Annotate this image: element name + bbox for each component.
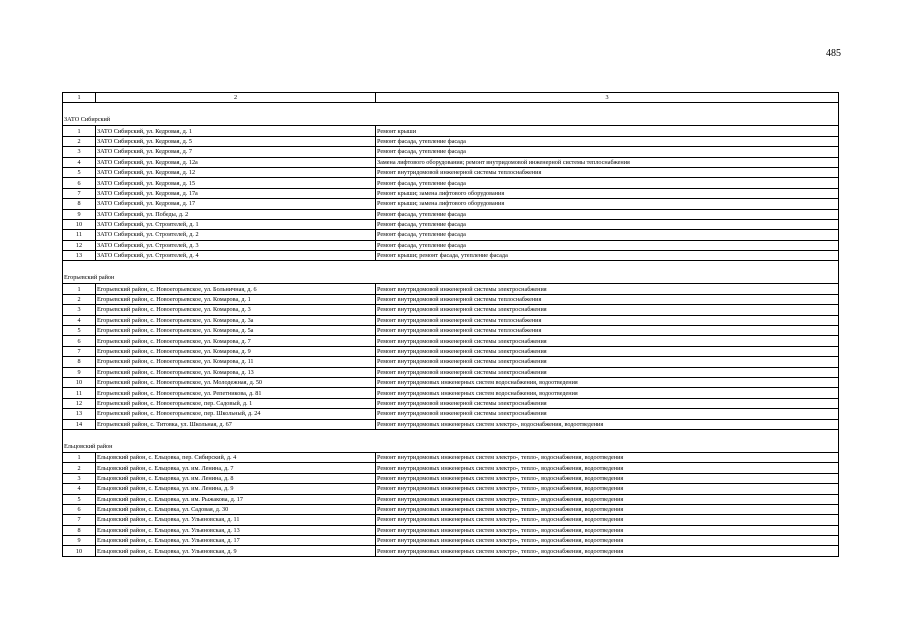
row-work-type: Ремонт фасада, утепление фасада xyxy=(376,230,839,240)
row-number: 7 xyxy=(63,188,96,198)
table-row xyxy=(63,484,839,494)
row-work-type: Ремонт внутридомовых инженерных систем электро-, тепло-, водоснабжения, водоотведения xyxy=(376,473,839,483)
row-work-type: Ремонт внутридомовых инженерных систем электро-, тепло-, водоснабжения, водоотведения xyxy=(376,504,839,514)
row-number: 7 xyxy=(63,515,96,525)
row-work-type: Ремонт внутридомовых инженерных систем электро-, тепло-, водоснабжения, водоотведения xyxy=(376,536,839,546)
row-work-type: Ремонт внутридомовых инженерных систем водоснабжения, водоотведения xyxy=(376,388,839,398)
row-address: ЗАТО Сибирский, ул. Победы, д. 2 xyxy=(96,209,376,219)
row-number: 13 xyxy=(63,409,96,419)
row-number: 8 xyxy=(63,199,96,209)
repair-table xyxy=(62,92,839,557)
table-row xyxy=(63,230,839,240)
row-number: 9 xyxy=(63,536,96,546)
table-row xyxy=(63,147,839,157)
row-work-type: Ремонт внутридомовых инженерных систем электро-, тепло-, водоснабжения, водоотведения xyxy=(376,546,839,556)
table-row xyxy=(63,188,839,198)
row-work-type: Ремонт внутридомовой инженерной системы теплоснабжения xyxy=(376,294,839,304)
row-number: 2 xyxy=(63,294,96,304)
spacer-row xyxy=(63,103,839,115)
row-address: Егорьевский район, с. Новоегорьевское, ул. Комарова, д. 1 xyxy=(96,294,376,304)
row-work-type: Ремонт внутридомовых инженерных систем электро-, тепло-, водоснабжения, водоотведения xyxy=(376,515,839,525)
row-work-type: Ремонт внутридомовых инженерных систем электро-, тепло-, водоснабжения, водоотведения xyxy=(376,452,839,462)
row-address: Егорьевский район, с. Новоегорьевское, ул. Комарова, д. 3 xyxy=(96,305,376,315)
section-row xyxy=(63,272,839,284)
table-row xyxy=(63,546,839,556)
row-address: Егорьевский район, с. Новоегорьевское, ул. Комарова, д. 13 xyxy=(96,367,376,377)
row-work-type: Ремонт крыши; замена лифтового оборудования xyxy=(376,188,839,198)
row-work-type: Ремонт внутридомовой инженерной системы электроснабжения xyxy=(376,336,839,346)
table-row xyxy=(63,409,839,419)
row-work-type: Замена лифтового оборудования; ремонт внутридомовой инженерной системы теплоснабжения xyxy=(376,157,839,167)
row-number: 3 xyxy=(63,147,96,157)
table-row xyxy=(63,473,839,483)
header-cell-number: 1 xyxy=(63,93,96,103)
row-address: Егорьевский район, с. Новоегорьевское, ул. Молодежная, д. 50 xyxy=(96,377,376,387)
table-row xyxy=(63,199,839,209)
table-row xyxy=(63,315,839,325)
section-row xyxy=(63,441,839,453)
row-number: 8 xyxy=(63,357,96,367)
table-row xyxy=(63,419,839,429)
row-work-type: Ремонт фасада, утепление фасада xyxy=(376,219,839,229)
row-work-type: Ремонт фасада, утепление фасада xyxy=(376,178,839,188)
table-row xyxy=(63,346,839,356)
row-address: Ельцовский район, с. Ельцовка, ул. Ульяновская, д. 11 xyxy=(96,515,376,525)
row-work-type: Ремонт фасада, утепление фасада xyxy=(376,240,839,250)
spacer-cell xyxy=(63,103,839,115)
row-number: 7 xyxy=(63,346,96,356)
row-address: Егорьевский район, с. Новоегорьевское, пер. Школьный, д. 24 xyxy=(96,409,376,419)
row-address: Егорьевский район, с. Новоегорьевское, ул. Комарова, д. 7 xyxy=(96,336,376,346)
page-number: 485 xyxy=(826,48,841,59)
row-number: 11 xyxy=(63,388,96,398)
section-title: ЗАТО Сибирский xyxy=(63,114,839,126)
row-number: 4 xyxy=(63,315,96,325)
row-work-type: Ремонт внутридомовых инженерных систем электро-, тепло-, водоснабжения, водоотведения xyxy=(376,494,839,504)
row-work-type: Ремонт внутридомовой инженерной системы электроснабжения xyxy=(376,284,839,294)
row-address: Ельцовский район, с. Ельцовка, ул. Ульяновская, д. 17 xyxy=(96,536,376,546)
table-row xyxy=(63,219,839,229)
row-address: Егорьевский район, с. Новоегорьевское, ул. Репетникова, д. 81 xyxy=(96,388,376,398)
row-number: 2 xyxy=(63,136,96,146)
row-address: ЗАТО Сибирский, ул. Кедровая, д. 12а xyxy=(96,157,376,167)
row-work-type: Ремонт внутридомовых инженерных систем электро-, водоснабжения, водоотведения xyxy=(376,419,839,429)
row-number: 5 xyxy=(63,494,96,504)
table-row xyxy=(63,398,839,408)
row-work-type: Ремонт внутридомовой инженерной системы электроснабжения xyxy=(376,367,839,377)
row-number: 2 xyxy=(63,463,96,473)
row-number: 4 xyxy=(63,484,96,494)
table-row xyxy=(63,336,839,346)
table-row xyxy=(63,294,839,304)
row-number: 6 xyxy=(63,504,96,514)
row-number: 3 xyxy=(63,305,96,315)
row-number: 1 xyxy=(63,452,96,462)
row-address: ЗАТО Сибирский, ул. Строителей, д. 2 xyxy=(96,230,376,240)
table-row xyxy=(63,367,839,377)
row-work-type: Ремонт внутридомовой инженерной системы электроснабжения xyxy=(376,398,839,408)
table-row xyxy=(63,305,839,315)
row-work-type: Ремонт внутридомовой инженерной системы теплоснабжения xyxy=(376,315,839,325)
row-address: Ельцовский район, с. Ельцовка, ул. Ульяновская, д. 13 xyxy=(96,525,376,535)
row-number: 9 xyxy=(63,367,96,377)
table-row xyxy=(63,536,839,546)
row-address: Ельцовский район, с. Ельцовка, ул. им. Ленина, д. 9 xyxy=(96,484,376,494)
row-number: 5 xyxy=(63,326,96,336)
row-address: Ельцовский район, с. Ельцовка, ул. им. Ленина, д. 7 xyxy=(96,463,376,473)
row-number: 11 xyxy=(63,230,96,240)
table-row xyxy=(63,377,839,387)
row-address: Ельцовский район, с. Ельцовка, ул. Садовая, д. 30 xyxy=(96,504,376,514)
row-work-type: Ремонт внутридомовых инженерных систем электро-, тепло-, водоснабжения, водоотведения xyxy=(376,463,839,473)
row-address: Ельцовский район, с. Ельцовка, ул. Ульяновская, д. 9 xyxy=(96,546,376,556)
row-address: Егорьевский район, с. Новоегорьевское, ул. Комарова, д. 3а xyxy=(96,315,376,325)
table-body xyxy=(63,93,839,557)
row-address: ЗАТО Сибирский, ул. Кедровая, д. 5 xyxy=(96,136,376,146)
header-cell-work: 3 xyxy=(376,93,839,103)
row-work-type: Ремонт фасада, утепление фасада xyxy=(376,136,839,146)
row-number: 12 xyxy=(63,240,96,250)
row-address: ЗАТО Сибирский, ул. Строителей, д. 3 xyxy=(96,240,376,250)
row-number: 14 xyxy=(63,419,96,429)
table-row xyxy=(63,178,839,188)
table-row xyxy=(63,515,839,525)
table-row xyxy=(63,388,839,398)
row-address: Егорьевский район, с. Новоегорьевское, ул. Больничная, д. 6 xyxy=(96,284,376,294)
row-number: 1 xyxy=(63,126,96,136)
row-work-type: Ремонт крыши xyxy=(376,126,839,136)
row-address: ЗАТО Сибирский, ул. Строителей, д. 4 xyxy=(96,251,376,261)
row-address: Егорьевский район, с. Новоегорьевское, ул. Комарова, д. 11 xyxy=(96,357,376,367)
row-address: ЗАТО Сибирский, ул. Кедровая, д. 7 xyxy=(96,147,376,157)
spacer-row xyxy=(63,261,839,273)
row-address: Егорьевский район, с. Титовка, ул. Школьная, д. 67 xyxy=(96,419,376,429)
row-address: Егорьевский район, с. Новоегорьевское, ул. Комарова, д. 5а xyxy=(96,326,376,336)
row-number: 6 xyxy=(63,336,96,346)
spacer-cell xyxy=(63,429,839,441)
row-work-type: Ремонт крыши; ремонт фасада, утепление фасада xyxy=(376,251,839,261)
row-work-type: Ремонт внутридомовой инженерной системы теплоснабжения xyxy=(376,326,839,336)
row-address: ЗАТО Сибирский, ул. Строителей, д. 1 xyxy=(96,219,376,229)
table-row xyxy=(63,167,839,177)
row-address: ЗАТО Сибирский, ул. Кедровая, д. 17а xyxy=(96,188,376,198)
section-row xyxy=(63,114,839,126)
table-row xyxy=(63,157,839,167)
row-address: ЗАТО Сибирский, ул. Кедровая, д. 1 xyxy=(96,126,376,136)
row-address: Ельцовский район, с. Ельцовка, ул. им. Ленина, д. 8 xyxy=(96,473,376,483)
row-address: ЗАТО Сибирский, ул. Кедровая, д. 15 xyxy=(96,178,376,188)
row-number: 1 xyxy=(63,284,96,294)
table-row xyxy=(63,240,839,250)
table-row xyxy=(63,126,839,136)
table-row xyxy=(63,463,839,473)
row-address: Егорьевский район, с. Новоегорьевское, пер. Садовый, д. 1 xyxy=(96,398,376,408)
row-number: 6 xyxy=(63,178,96,188)
row-address: ЗАТО Сибирский, ул. Кедровая, д. 17 xyxy=(96,199,376,209)
row-work-type: Ремонт крыши; замена лифтового оборудования xyxy=(376,199,839,209)
row-number: 10 xyxy=(63,219,96,229)
row-number: 5 xyxy=(63,167,96,177)
row-work-type: Ремонт внутридомовой инженерной системы электроснабжения xyxy=(376,357,839,367)
table-row xyxy=(63,525,839,535)
table-row xyxy=(63,251,839,261)
row-work-type: Ремонт внутридомовых инженерных систем электро-, тепло-, водоснабжения, водоотведения xyxy=(376,525,839,535)
row-address: ЗАТО Сибирский, ул. Кедровая, д. 12 xyxy=(96,167,376,177)
row-number: 10 xyxy=(63,546,96,556)
table-row xyxy=(63,284,839,294)
row-number: 13 xyxy=(63,251,96,261)
row-work-type: Ремонт внутридомовой инженерной системы электроснабжения xyxy=(376,409,839,419)
spacer-row xyxy=(63,429,839,441)
row-address: Егорьевский район, с. Новоегорьевское, ул. Комарова, д. 9 xyxy=(96,346,376,356)
table-row xyxy=(63,209,839,219)
table-row xyxy=(63,326,839,336)
row-address: Ельцовский район, с. Ельцовка, пер. Сибирский, д. 4 xyxy=(96,452,376,462)
row-number: 10 xyxy=(63,377,96,387)
section-title: Егорьевский район xyxy=(63,272,839,284)
spacer-cell xyxy=(63,261,839,273)
row-work-type: Ремонт внутридомовой инженерной системы электроснабжения xyxy=(376,305,839,315)
row-work-type: Ремонт внутридомовых инженерных систем водоснабжения, водоотведения xyxy=(376,377,839,387)
row-work-type: Ремонт фасада, утепление фасада xyxy=(376,209,839,219)
header-row xyxy=(63,93,839,103)
row-work-type: Ремонт фасада, утепление фасада xyxy=(376,147,839,157)
row-address: Ельцовский район, с. Ельцовка, ул. им. Рыжакова, д. 17 xyxy=(96,494,376,504)
row-number: 4 xyxy=(63,157,96,167)
row-work-type: Ремонт внутридомовых инженерных систем электро-, тепло-, водоснабжения, водоотведения xyxy=(376,484,839,494)
row-work-type: Ремонт внутридомовой инженерной системы теплоснабжения xyxy=(376,167,839,177)
table-row xyxy=(63,452,839,462)
row-number: 3 xyxy=(63,473,96,483)
row-work-type: Ремонт внутридомовой инженерной системы электроснабжения xyxy=(376,346,839,356)
table-row xyxy=(63,357,839,367)
row-number: 8 xyxy=(63,525,96,535)
section-title: Ельцовский район xyxy=(63,441,839,453)
table-row xyxy=(63,504,839,514)
row-number: 9 xyxy=(63,209,96,219)
header-cell-address: 2 xyxy=(96,93,376,103)
row-number: 12 xyxy=(63,398,96,408)
table-row xyxy=(63,494,839,504)
table-row xyxy=(63,136,839,146)
